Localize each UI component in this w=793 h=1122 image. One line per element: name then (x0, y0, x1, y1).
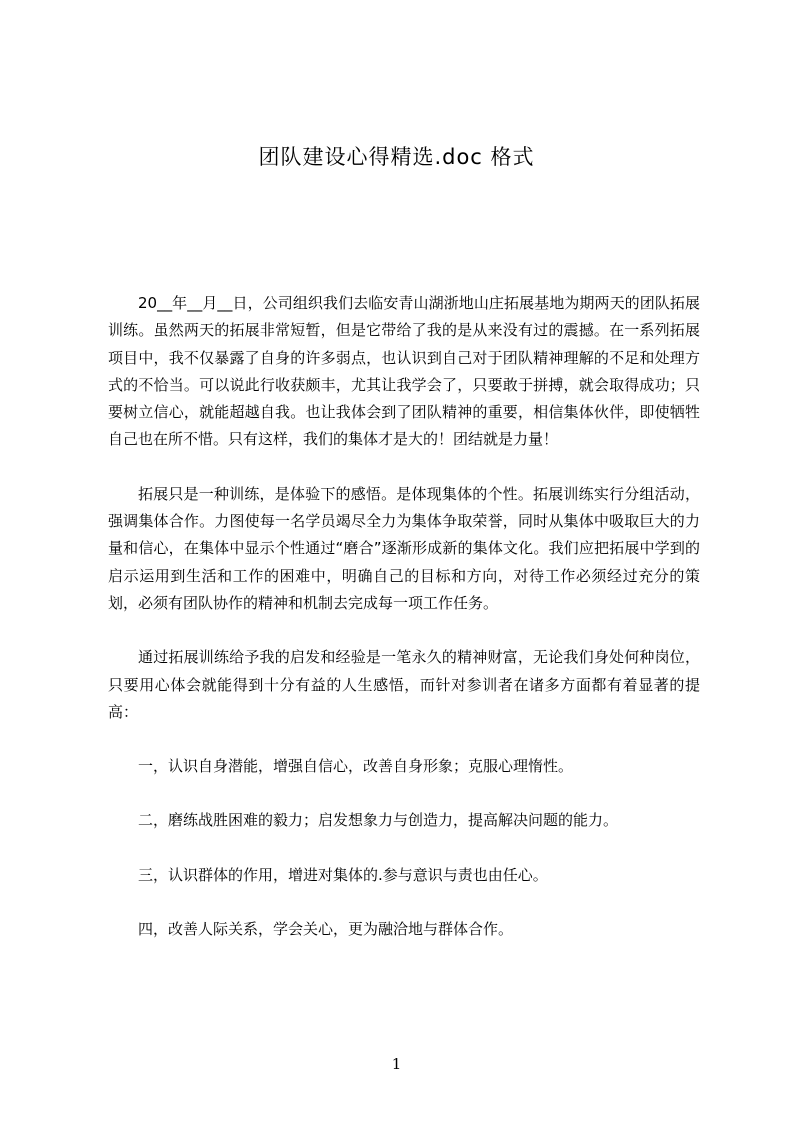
page-number: 1 (391, 1055, 402, 1073)
paragraph-1: 20__年__月__日，公司组织我们去临安青山湖浙地山庄拓展基地为期两天的团队拓展训练。虽然两天的拓展非常短暂，但是它带给了我的是从来没有过的震撼。在一系列拓展项目中，我不仅暴露了自身的许多弱点，也认识到自己对于团队精神理解的不足和处理方式的不恰当。可以说此行收获颇丰，尤其让我学会了，只要敢于拼搏，就会取得成功；只要树立信心，就能超越自我。也让我体会到了团队精神的重要，相信集体伙伴，即使牺牲自己也在所不惜。只有这样，我们的集体才是大的！团结就是力量！ (108, 294, 700, 449)
paragraph-3: 通过拓展训练给予我的启发和经验是一笔永久的精神财富，无论我们身处何种岗位，只要用心体会就能得到十分有益的人生感悟，而针对参训者在诸多方面都有着显著的提高： (108, 648, 700, 721)
list-item-4: 四，改善人际关系，学会关心，更为融洽地与群体合作。 (138, 920, 514, 939)
list-item-2: 二，磨练战胜困难的毅力；启发想象力与创造力，提高解决问题的能力。 (138, 811, 619, 830)
paragraph-2: 拓展只是一种训练，是体验下的感悟。是体现集体的个性。拓展训练实行分组活动，强调集体合作。力图使每一名学员竭尽全力为集体争取荣誉，同时从集体中吸取巨大的力量和信心，在集体中显示个性通过“磨合”逐渐形成新的集体文化。我们应把拓展中学到的启示运用到生活和工作的困难中，明确自己的目标和方向，对待工作必须经过充分的策划，必须有团队协作的精神和机制去完成每一项工作任务。 (108, 484, 700, 612)
document-title: 团队建设心得精选.doc 格式 (258, 145, 535, 169)
list-item-3: 三，认识群体的作用，增进对集体的.参与意识与责也由任心。 (138, 865, 548, 884)
list-item-1: 一，认识自身潜能，增强自信心，改善自身形象；克服心理惰性。 (138, 757, 574, 776)
document-body (108, 290, 700, 970)
